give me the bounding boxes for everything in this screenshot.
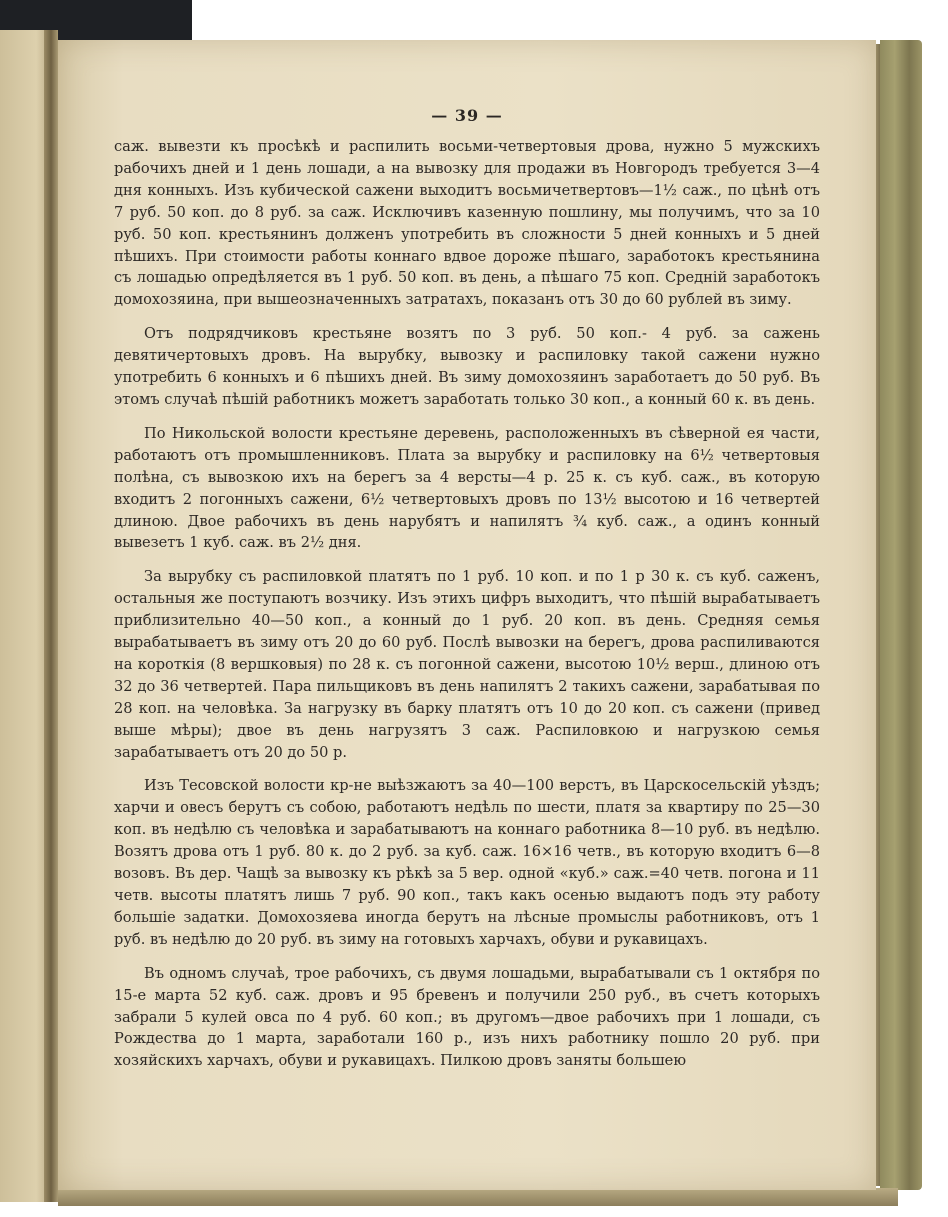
paragraph-6: Въ одномъ случаѣ, трое рабочихъ, съ двумя лошадьми, вырабатывали съ 1 октября по 15-е марта 52 куб. саж. дровъ и 95 бревенъ и получили 250 руб., въ счетъ которыхъ забрали 5 кулей овса по 4 руб. 60 коп.; въ другомъ—двое рабочихъ при 1 лошади, съ Рождества до 1 марта, заработали 160 р., изъ нихъ работнику пошло 20 руб. при хозяйскихъ харчахъ, обуви и рукавицахъ. Пилкою дровъ заняты большею bbox=[114, 964, 820, 1070]
paragraph-5: Изъ Тесовской волости кр-не выѣзжаютъ за 40—100 верстъ, въ Царскосельскій уѣздъ; харчи и овесъ берутъ съ собою, работаютъ недѣль по шести, платя за квартиру по 25—30 коп. въ недѣлю съ человѣка и зарабатываютъ на коннаго работника 8—10 руб. въ недѣлю. Возятъ дрова отъ 1 руб. 80 к. до 2 руб. за куб. саж. 16×16 четв., въ которую входитъ 6—8 возовъ. Въ дер. Чащѣ за вывозку къ рѣкѣ за 5 вер. одной «куб.» саж.=40 четв. погона и 11 четв. высоты платятъ лишь 7 руб. 90 коп., такъ какъ осенью выдаютъ подъ эту работу большіе задатки. Домохозяева иногда берутъ на лѣсные промыслы работниковъ, отъ 1 руб. въ недѣлю до 20 руб. въ зиму на готовыхъ харчахъ, обуви и рукавицахъ. bbox=[114, 777, 820, 948]
paragraph-3: По Никольской волости крестьяне деревень, расположенныхъ въ сѣверной ея части, работаютъ отъ промышленниковъ. Плата за вырубку и распиловку на 6½ четвертовыя полѣна, съ вывозкою ихъ на берегъ за 4 версты—4 р. 25 к. съ куб. саж., въ которую входитъ 2 погонныхъ сажени, 6½ четвертовыхъ дровъ по 13½ высотою и 16 четвертей длиною. Двое рабочихъ въ день нарубятъ и напилятъ ¾ куб. саж., а одинъ конный вывезетъ 1 куб. саж. въ 2½ дня. bbox=[114, 424, 820, 552]
page-number: — 39 — bbox=[431, 106, 503, 125]
book-cover-edge bbox=[880, 40, 922, 1190]
book-page bbox=[58, 40, 876, 1190]
book-gutter bbox=[44, 30, 58, 1202]
paragraph-4: За вырубку съ распиловкой платятъ по 1 руб. 10 коп. и по 1 р 30 к. съ куб. саженъ, остальныя же поступаютъ возчику. Изъ этихъ цифръ выходитъ, что пѣшій вырабатываетъ приблизительно 40—50 коп., а конный до 1 руб. 20 коп. въ день. Средняя семья вырабатываетъ въ зиму отъ 20 до 60 руб. Послѣ вывозки на берегъ, дрова распиливаются на короткія (8 вершковыя) по 28 к. съ погонной сажени, высотою 10½ верш., длиною отъ 32 до 36 четвертей. Пара пильщиковъ въ день напилятъ 2 такихъ сажени, зарабатывая по 28 коп. на человѣка. За нагрузку въ барку платятъ отъ 10 до 20 коп. съ сажени (привед выше мѣры); двое въ день нагрузятъ 3 саж. Распиловкою и нагрузкою семья зарабатываетъ отъ 20 до 50 р. bbox=[114, 568, 820, 761]
paragraph-1: саж. вывезти къ просѣкѣ и распилить восьми-четвертовыя дрова, нужно 5 мужскихъ рабочихъ дней и 1 день лошади, а на вывозку для продажи въ Новгородъ требуется 3—4 дня конныхъ. Изъ кубической сажени выходитъ восьмичетвертовъ—1½ саж., по цѣнѣ отъ 7 руб. 50 коп. до 8 руб. за саж. Исключивъ казенную пошлину, мы получимъ, что за 10 руб. 50 коп. крестьянинъ долженъ употребить въ сложности 5 дней конныхъ и 5 дней пѣшихъ. При стоимости работы коннаго вдвое дороже пѣшаго, заработокъ крестьянина съ лошадью опредѣляется въ 1 руб. 50 коп. въ день, а пѣшаго 75 коп. Средній заработокъ домохозяина, при вышеозначенныхъ затратахъ, показанъ отъ 30 до 60 рублей въ зиму. bbox=[114, 138, 820, 309]
page-bottom-edge bbox=[58, 1188, 898, 1206]
paragraph-2: Отъ подрядчиковъ крестьяне возятъ по 3 руб. 50 коп.- 4 руб. за сажень девятичертовыхъ дровъ. На вырубку, вывозку и распиловку такой сажени нужно употребить 6 конныхъ и 6 пѣшихъ дней. Въ зиму домохозяинъ заработаетъ до 50 руб. Въ этомъ случаѣ пѣшій работникъ можетъ заработать только 30 коп., а конный 60 к. въ день. bbox=[114, 325, 820, 408]
page-text bbox=[114, 136, 820, 1084]
